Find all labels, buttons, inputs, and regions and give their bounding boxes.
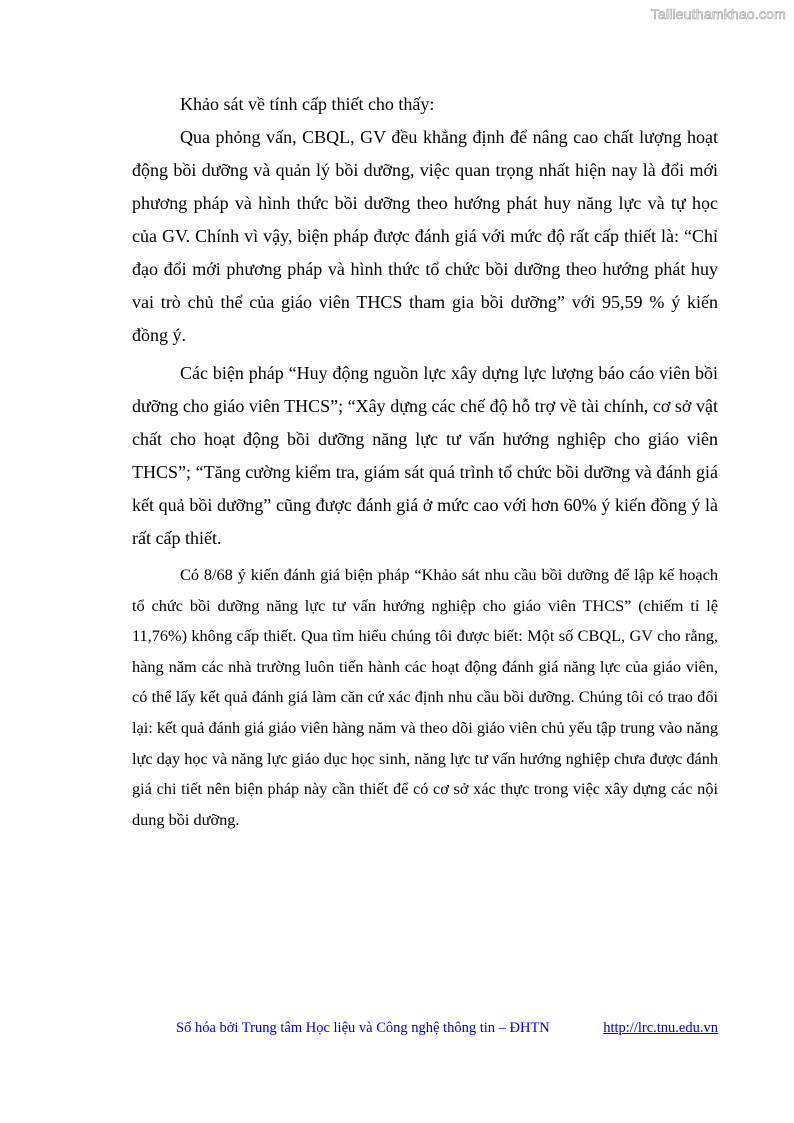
paragraph-survey: Có 8/68 ý kiến đánh giá biện pháp “Khảo sát nhu cầu bồi dưỡng để lập kế hoạch tổ chức bồi dưỡng năng lực tư vấn hướng nghiệp cho giáo viên THCS” (chiếm tỉ lệ 11,76%) không cấp thiết. Qua tìm hiểu chúng tôi được biết: Một số CBQL, GV cho rằng, hàng năm các nhà trường luôn tiến hành các hoạt động đánh giá năng lực của giáo viên, có thể lấy kết quả đánh giá làm căn cứ xác định nhu cầu bồi dưỡng. Chúng tôi có trao đổi lại: kết quả đánh giá giáo viên hàng năm và theo dõi giáo viên chủ yếu tập trung vào năng lực dạy học và năng lực giáo dục học sinh, năng lực tư vấn hướng nghiệp chưa được đánh giá chi tiết nên biện pháp này cần thiết để có cơ sở xác thực trong việc xây dựng các nội dung bồi dưỡng. (132, 565, 718, 829)
paragraph-measures: Các biện pháp “Huy động nguồn lực xây dựng lực lượng báo cáo viên bồi dưỡng cho giáo viên THCS”; “Xây dựng các chế độ hỗ trợ về tài chính, cơ sở vật chất cho hoạt động bồi dưỡng năng lực tư vấn hướng nghiệp cho giáo viên THCS”; “Tăng cường kiểm tra, giám sát quá trình tổ chức bồi dưỡng và đánh giá kết quả bồi dưỡng” cũng được đánh giá ở mức cao với hơn 60% ý kiến đồng ý là rất cấp thiết. (132, 363, 718, 548)
paragraph-interview: Qua phỏng vấn, CBQL, GV đều khẳng định để nâng cao chất lượng hoạt động bồi dưỡng và quản lý bồi dưỡng, việc quan trọng nhất hiện nay là đổi mới phương pháp và hình thức bồi dưỡng theo hướng phát huy năng lực và tự học của GV. Chính vì vậy, biện pháp được đánh giá với mức độ rất cấp thiết là: “Chỉ đạo đổi mới phương pháp và hình thức tổ chức bồi dưỡng theo hướng phát huy vai trò chủ thể của giáo viên THCS tham gia bồi dưỡng” với 95,59 % ý kiến đồng ý. (132, 127, 718, 345)
footer-credit: Số hóa bởi Trung tâm Học liệu và Công nghệ thông tin – ĐHTN (176, 1020, 550, 1036)
footer-link[interactable]: http://lrc.tnu.edu.vn (603, 1020, 718, 1036)
watermark: Tailieuthamkhao.com (650, 6, 786, 22)
document-body (132, 88, 718, 835)
paragraph-intro: Khảo sát về tính cấp thiết cho thấy: (180, 94, 435, 114)
